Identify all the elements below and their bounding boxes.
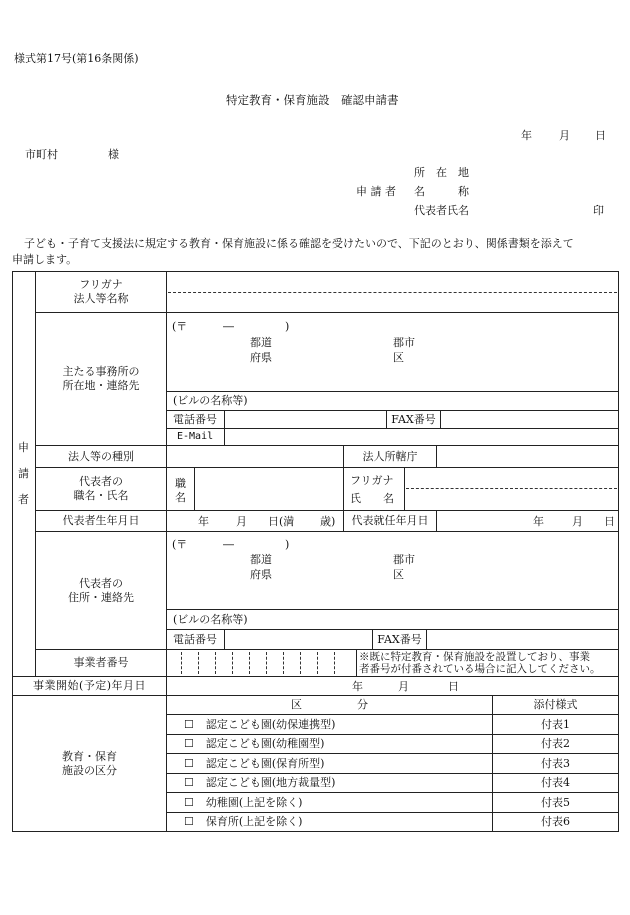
biz-number-input[interactable] <box>166 649 357 677</box>
facility-form-4: 付表4 <box>492 773 619 793</box>
applicant-representative-label: 代表者氏名 <box>414 204 469 217</box>
facility-form-5: 付表5 <box>492 792 619 813</box>
office-label-line-2: 所在地・連絡先 <box>62 379 140 392</box>
facility-checkbox-3[interactable]: ☐ <box>184 756 194 770</box>
facility-row-1: ☐ 認定こども園(幼保連携型) <box>166 714 493 735</box>
facility-category-label-cell: 教育・保育 施設の区分 <box>12 695 167 832</box>
intro-line-2: 申請します。 <box>12 253 78 266</box>
applicant-address-label: 所 在 地 <box>414 166 469 179</box>
rep-start-input[interactable]: 年 月 日 <box>436 510 619 532</box>
addressee: 市町村 <box>25 148 58 161</box>
rep-tel-label: 電話番号 <box>166 629 225 650</box>
rep-title-label-cell: 代表者の 職名・氏名 <box>35 467 167 511</box>
rep-title-input[interactable] <box>194 467 344 511</box>
corp-name-label-cell <box>35 271 167 313</box>
applicant-side-column: 申 請 者 <box>12 271 36 677</box>
facility-checkbox-2[interactable]: ☐ <box>184 737 194 751</box>
corp-type-label: 法人等の種別 <box>35 445 167 468</box>
facility-row-3: ☐ 認定こども園(保育所型) <box>166 753 493 774</box>
start-date-label: 事業開始(予定)年月日 <box>12 676 167 696</box>
office-fax-label: FAX番号 <box>386 410 441 429</box>
office-tel-input[interactable] <box>224 410 387 429</box>
facility-checkbox-4[interactable]: ☐ <box>184 776 194 790</box>
rep-furigana-divider <box>406 488 617 489</box>
form-title: 特定教育・保育施設 確認申請書 <box>226 93 399 107</box>
intro-line-1: 子ども・子育て支援法に規定する教育・保育施設に係る確認を受けたいので、下記のとおり、関係書類を添えて <box>24 237 574 250</box>
corp-type-input[interactable] <box>166 445 344 468</box>
facility-form-2: 付表2 <box>492 734 619 754</box>
rep-birth-input[interactable]: 年 月 日(満 歳) <box>166 510 344 532</box>
facility-row-4: ☐ 認定こども園(地方裁量型) <box>166 773 493 793</box>
rep-address-label-cell: 代表者の 住所・連絡先 <box>35 531 167 650</box>
office-email-input[interactable] <box>224 428 619 446</box>
rep-tel-input[interactable] <box>224 629 373 650</box>
facility-checkbox-5[interactable]: ☐ <box>184 795 194 809</box>
facility-checkbox-6[interactable]: ☐ <box>184 815 194 829</box>
rep-start-label: 代表就任年月日 <box>343 510 437 532</box>
office-label-line-1: 主たる事務所の <box>62 365 140 379</box>
facility-form-3: 付表3 <box>492 753 619 774</box>
facility-form-6: 付表6 <box>492 812 619 832</box>
rep-name-label: フリガナ 氏 名 <box>343 467 405 511</box>
facility-row-5: ☐ 幼稚園(上記を除く) <box>166 792 493 813</box>
rep-birth-label: 代表者生年月日 <box>35 510 167 532</box>
corp-office-input[interactable] <box>436 445 619 468</box>
date-month-label: 月 <box>559 129 570 142</box>
office-tel-label: 電話番号 <box>166 410 225 429</box>
corp-office-label: 法人所轄庁 <box>343 445 437 468</box>
office-address-input[interactable]: (〒 ― ) 都道 府県 郡市 区 <box>166 312 619 392</box>
rep-name-input[interactable] <box>404 467 619 511</box>
rep-shokumei-label: 職 名 <box>166 467 195 511</box>
facility-row-6: ☐ 保育所(上記を除く) <box>166 812 493 832</box>
addressee-honorific: 様 <box>108 148 119 161</box>
office-fax-input[interactable] <box>440 410 619 429</box>
office-label-cell <box>35 312 167 446</box>
date-year-label: 年 <box>521 129 532 142</box>
facility-form-1: 付表1 <box>492 714 619 735</box>
facility-checkbox-1[interactable]: ☐ <box>184 717 194 731</box>
start-date-input[interactable]: 年 月 日 <box>166 676 619 696</box>
office-email-label: E-Mail <box>166 428 225 446</box>
form-number: 様式第17号(第16条関係) <box>14 52 139 65</box>
biz-number-note: ※既に特定教育・保育施設を設置しており、事業 者番号が付番されている場合に記入してください。 <box>356 649 619 677</box>
rep-fax-label: FAX番号 <box>372 629 427 650</box>
corp-furigana-label: フリガナ <box>79 278 123 292</box>
biz-number-label: 事業者番号 <box>35 649 167 677</box>
rep-address-input[interactable]: (〒 ― ) 都道 府県 郡市 区 <box>166 531 619 610</box>
rep-fax-input[interactable] <box>426 629 619 650</box>
furigana-divider <box>168 292 617 293</box>
facility-col-kubun: 区 分 <box>166 695 493 715</box>
facility-col-tenpu: 添付様式 <box>492 695 619 715</box>
applicant-name-label: 名 称 <box>414 185 469 198</box>
applicant-label: 申 請 者 <box>356 185 396 198</box>
date-day-label: 日 <box>595 129 606 142</box>
facility-row-2: ☐ 認定こども園(幼稚園型) <box>166 734 493 754</box>
office-building-input[interactable]: (ビルの名称等) <box>166 391 619 411</box>
rep-building-input[interactable]: (ビルの名称等) <box>166 609 619 630</box>
seal-mark: 印 <box>593 204 604 217</box>
corp-name-label: 法人等名称 <box>73 292 129 305</box>
